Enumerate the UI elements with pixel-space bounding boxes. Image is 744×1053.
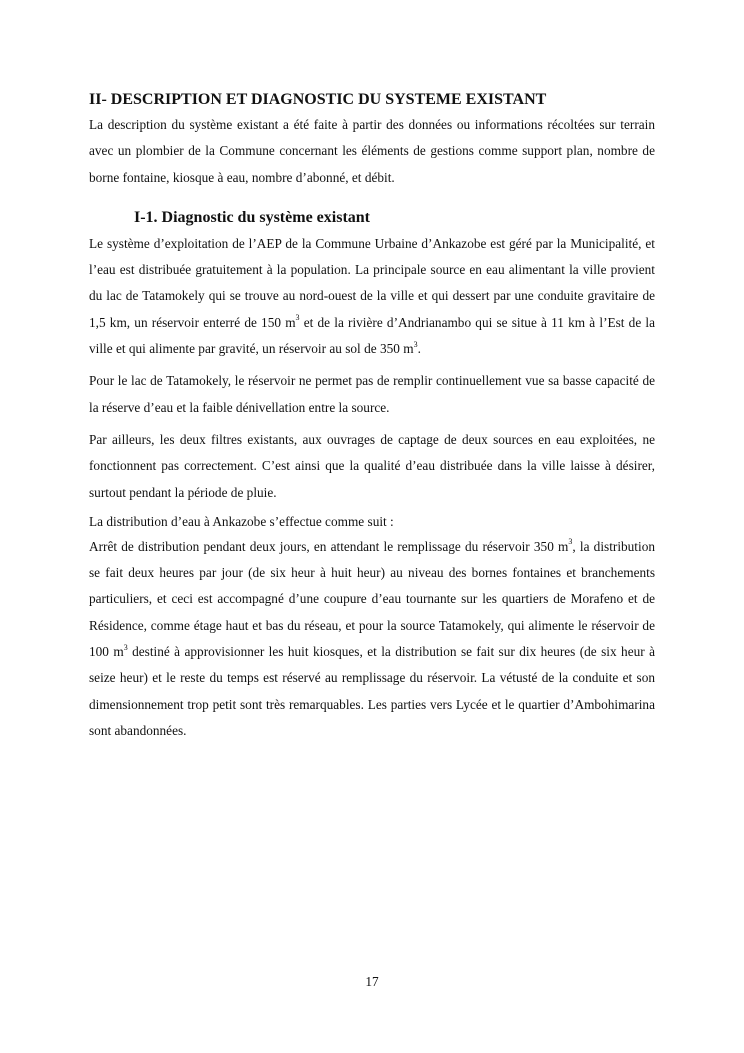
paragraph-system-description-text-1: Le système d’exploitation de l’AEP de la Commune Urbaine d’Ankazobe est géré par la Municipalité, et l’eau est distribuée gratuitement à la population. La principale source en eau alimentant la ville provient du lac de Tatamokely qui se trouve au nord-ouest de la ville et qui dessert par une conduite gravitaire de 1,5 km, un réservoir enterré de 150 m (89, 235, 655, 330)
paragraph-system-description-text-3: . (417, 341, 421, 357)
paragraph-distribution-lead: La distribution d’eau à Ankazobe s’effectue comme suit : (89, 513, 394, 529)
subsection-heading: I-1. Diagnostic du système existant (134, 208, 370, 226)
paragraph-distribution-text-3: destiné à approvisionner les huit kiosques, et la distribution se fait sur dix heures (de six heur à seize heur) et le reste du temps est réservé au remplissage du réservoir. La vétusté de la conduite et son dimensionnement trop petit sont très remarquables. Les parties vers Lycée et le quartier d’Ambohimarina sont abandonnées. (89, 644, 655, 738)
paragraph-system-description (89, 231, 655, 362)
superscript-cubic-1: 3 (295, 313, 300, 323)
paragraph-filters: Par ailleurs, les deux filtres existants, aux ouvrages de captage de deux sources en eau exploitées, ne fonctionnent pas correctement. C’est ainsi que la qualité d’eau distribuée dans la ville laisse à désirer, surtout pendant la période de pluie. (89, 431, 655, 500)
paragraph-distribution-text-2: , la distribution se fait deux heures par jour (de six heur à huit heur) au niveau des bornes fontaines et branchements particuliers, et ceci est accompagné d’une coupure d’eau tournante sur les quartiers de Morafeno et de Résidence, comme étage haut et bas du réseau, et pour la source Tatamokely, qui alimente le réservoir de 100 m (89, 538, 655, 660)
paragraph-distribution (89, 534, 655, 744)
paragraph-tatamokely: Pour le lac de Tatamokely, le réservoir ne permet pas de remplir continuellement vue sa basse capacité de la réserve d’eau et la faible dénivellation entre la source. (89, 373, 655, 415)
superscript-cubic-4: 3 (123, 642, 128, 652)
paragraph-system-description-text-2: et de la rivière d’Andrianambo qui se situe à 11 km à l’Est de la ville et qui alimente par gravité, un réservoir au sol de 350 m (89, 314, 656, 357)
superscript-cubic-2: 3 (413, 339, 418, 349)
section-heading: II- DESCRIPTION ET DIAGNOSTIC DU SYSTEME EXISTANT (89, 91, 547, 108)
page-number: 17 (365, 974, 379, 989)
document-page (89, 90, 655, 744)
intro-paragraph: La description du système existant a été faite à partir des données ou informations récoltées sur terrain avec un plombier de la Commune concernant les éléments de gestions comme support plan, nombre de borne fontaine, kiosque à eau, nombre d’abonné, et débit. (89, 117, 655, 185)
superscript-cubic-3: 3 (568, 537, 573, 547)
paragraph-distribution-text-1: Arrêt de distribution pendant deux jours, en attendant le remplissage du réservoir 350 m (89, 538, 569, 554)
